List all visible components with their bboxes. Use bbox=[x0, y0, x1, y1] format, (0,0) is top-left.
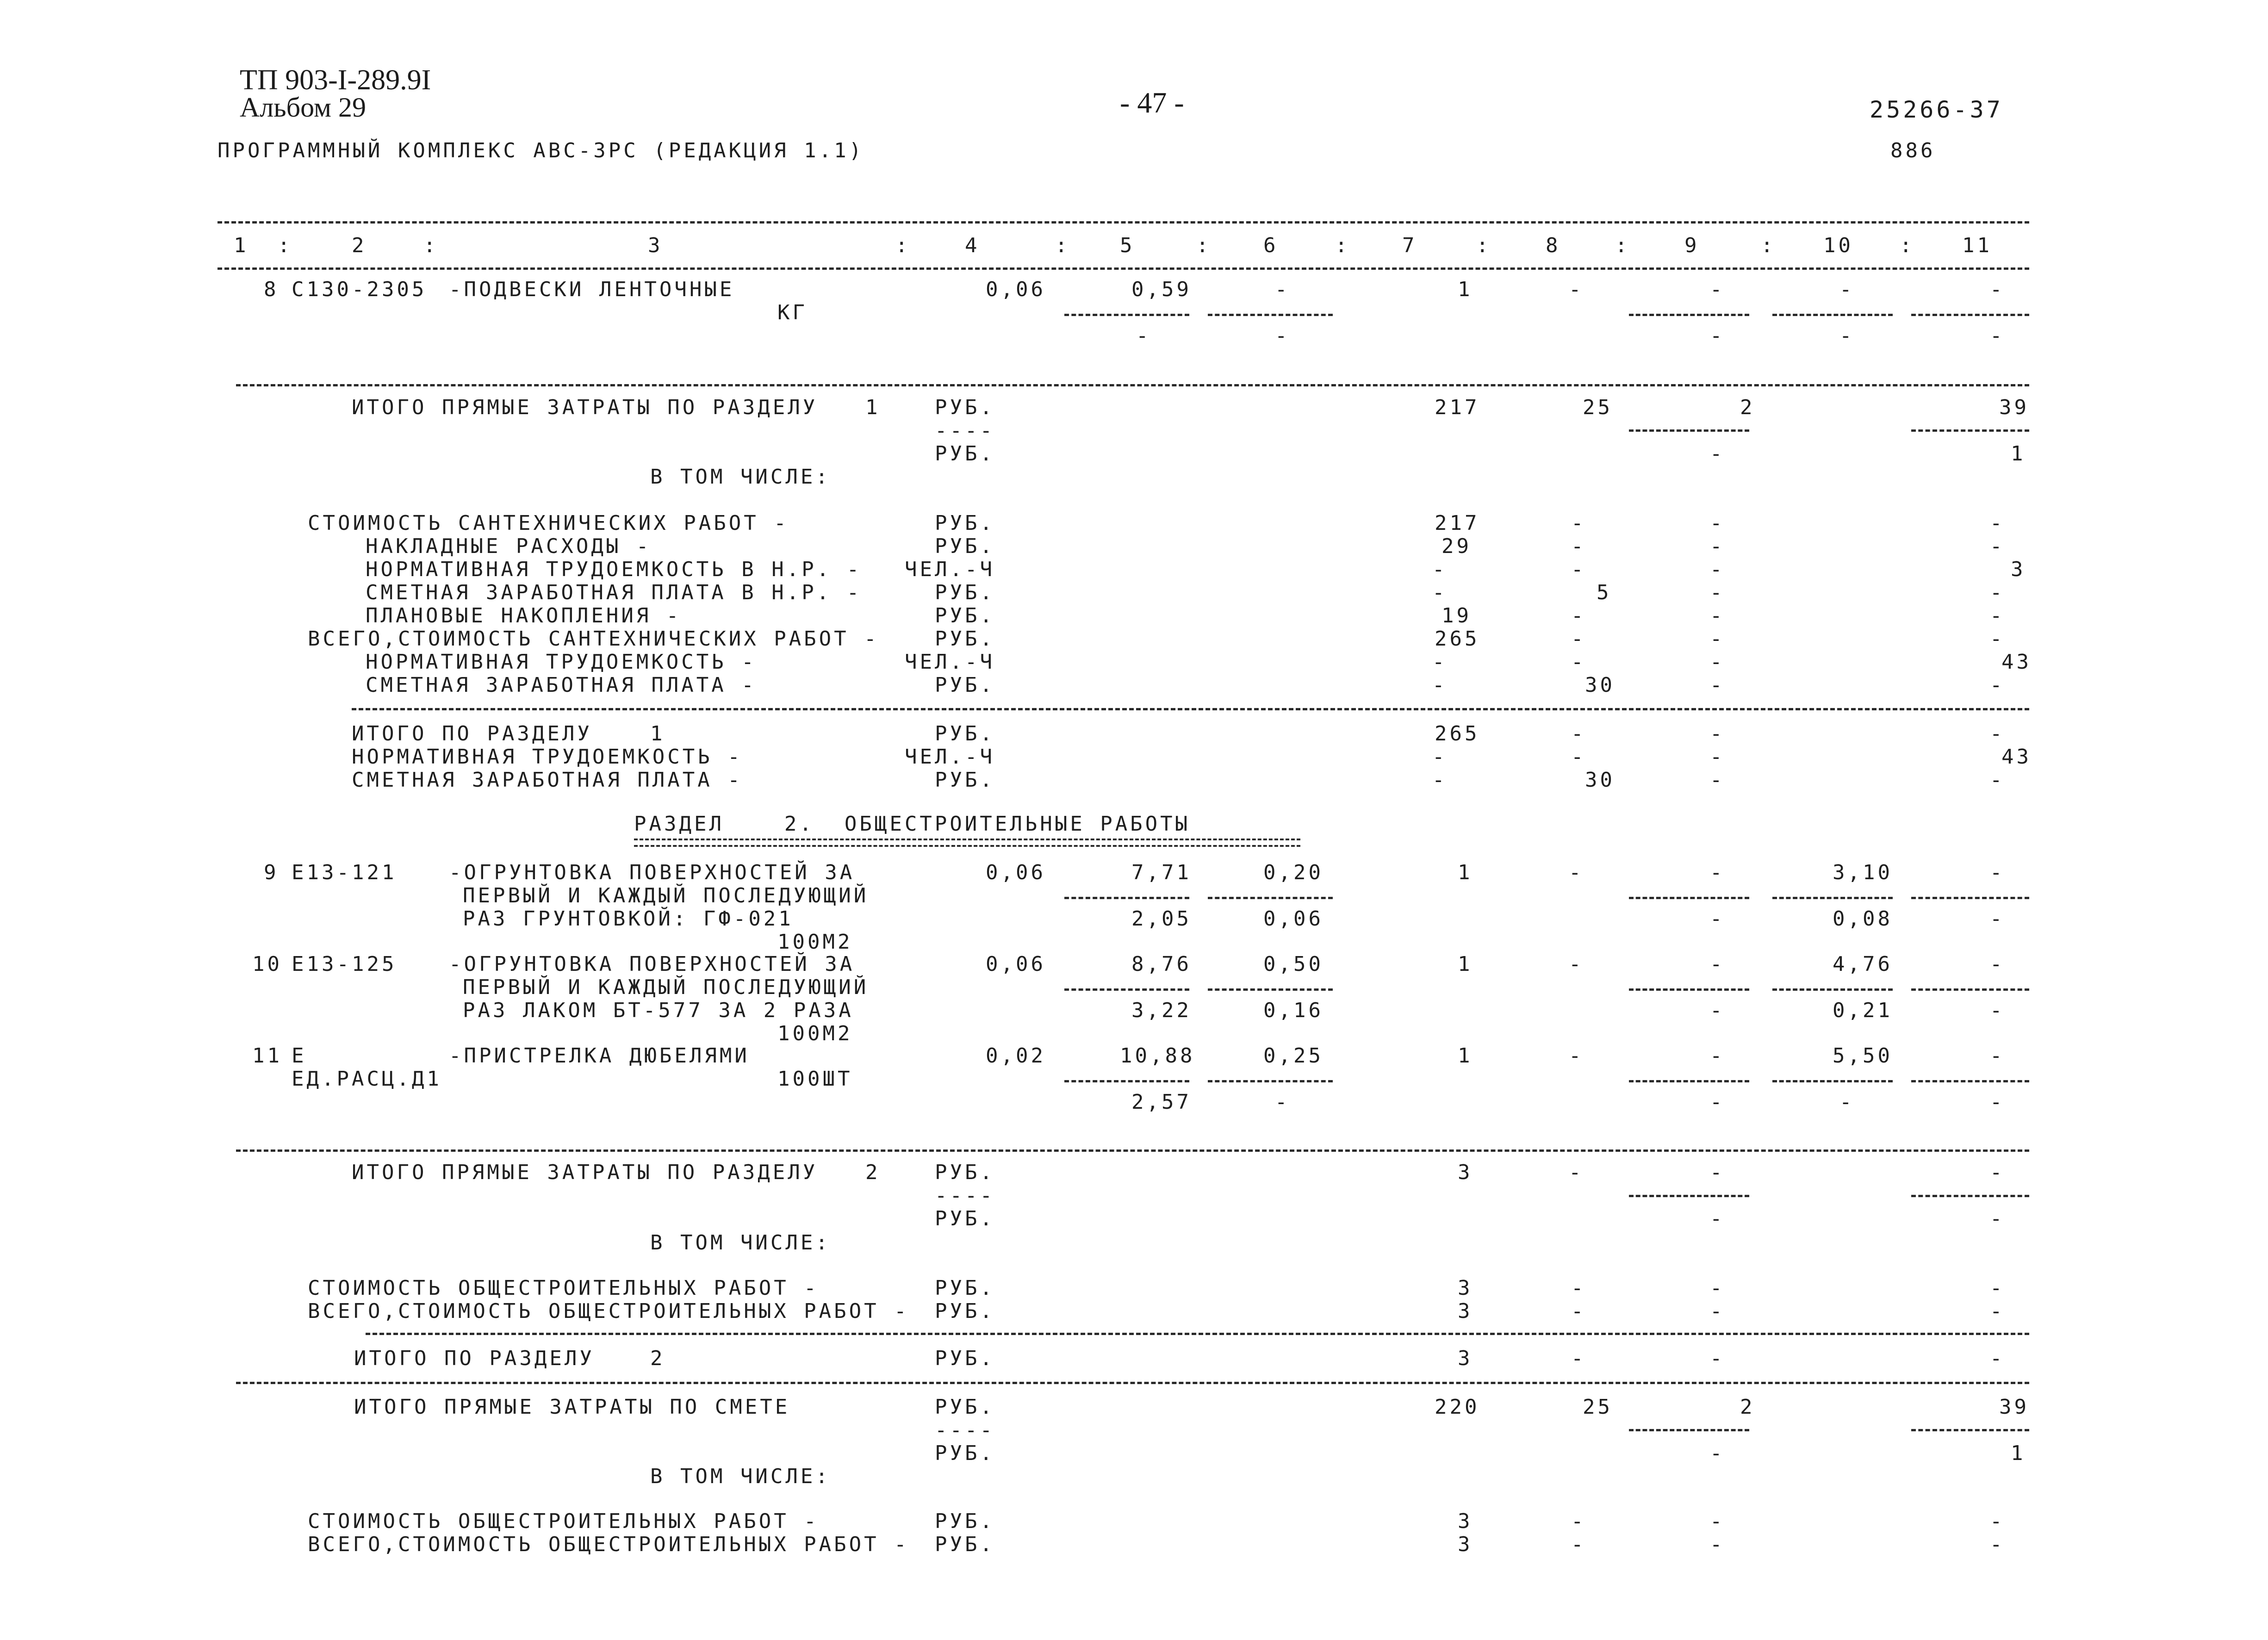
total-c7: 3 bbox=[1458, 1161, 1473, 1184]
row-unit: 100М2 bbox=[777, 1022, 853, 1045]
breakdown-c9: - bbox=[1710, 650, 1725, 674]
breakdown-unit: РУБ. bbox=[935, 511, 995, 535]
total-sub-c11: 1 bbox=[2011, 442, 2026, 466]
unit: РУБ. bbox=[935, 396, 995, 419]
cell-c8: - bbox=[1569, 861, 1584, 884]
breakdown-unit: РУБ. bbox=[935, 1533, 995, 1556]
estimate-direct-title: ИТОГО ПРЯМЫЕ ЗАТРАТЫ ПО СМЕТЕ bbox=[354, 1395, 790, 1419]
row-name: ПЕРВЫЙ И КАЖДЫЙ ПОСЛЕДУЮЩИЙ bbox=[463, 884, 869, 907]
breakdown-c7: - bbox=[1432, 650, 1448, 674]
breakdown-c8: - bbox=[1571, 627, 1586, 651]
col-sep: : bbox=[1761, 234, 1776, 257]
row-name: -ОГРУНТОВКА ПОВЕРХНОСТЕЙ ЗА bbox=[449, 861, 855, 884]
cell-s10: - bbox=[1839, 1090, 1855, 1114]
breakdown-c9: - bbox=[1710, 1510, 1725, 1533]
section-total-c7: - bbox=[1432, 745, 1448, 769]
unit-dash: ---- bbox=[935, 419, 995, 442]
program-title: ПРОГРАММНЫЙ КОМПЛЕКС АВС-3РС (РЕДАКЦИЯ 1.1) bbox=[217, 139, 864, 162]
col-sep: : bbox=[423, 234, 439, 257]
row-name: РАЗ ЛАКОМ БТ-577 ЗА 2 РАЗА bbox=[463, 999, 854, 1022]
section-number: 2 bbox=[650, 1347, 665, 1370]
including-label: В ТОМ ЧИСЛЕ: bbox=[650, 465, 831, 489]
total-sub-c9: - bbox=[1710, 1207, 1725, 1230]
cell-c11: - bbox=[1990, 1044, 2005, 1068]
breakdown-label: НОРМАТИВНАЯ ТРУДОЕМКОСТЬ В Н.Р. - bbox=[366, 558, 862, 581]
breakdown-c9: - bbox=[1710, 558, 1725, 581]
breakdown-c9: - bbox=[1710, 1533, 1725, 1556]
rule bbox=[1911, 897, 2029, 899]
col-head-3: 3 bbox=[648, 234, 663, 257]
col-head-1: 1 bbox=[234, 234, 249, 257]
page-number: - 47 - bbox=[1120, 86, 1184, 119]
estimate-sub-c9: - bbox=[1710, 1441, 1725, 1465]
breakdown-c7: 265 bbox=[1435, 627, 1480, 651]
total-sub-c11: - bbox=[1990, 1207, 2005, 1230]
row-number: 9 bbox=[264, 861, 279, 884]
breakdown-label: СМЕТНАЯ ЗАРАБОТНАЯ ПЛАТА В Н.Р. - bbox=[366, 581, 862, 604]
total-c9: - bbox=[1710, 1161, 1725, 1184]
col-sep: : bbox=[1196, 234, 1212, 257]
col-head-9: 9 bbox=[1684, 234, 1700, 257]
breakdown-c8: - bbox=[1571, 1276, 1586, 1300]
section-heading: РАЗДЕЛ 2. ОБЩЕСТРОИТЕЛЬНЫЕ РАБОТЫ bbox=[634, 812, 1191, 836]
heading-underline bbox=[634, 839, 1300, 847]
breakdown-label: НАКЛАДНЫЕ РАСХОДЫ - bbox=[366, 534, 652, 558]
breakdown-c9: - bbox=[1710, 581, 1725, 604]
section-total-c9: - bbox=[1710, 722, 1725, 745]
rule bbox=[236, 1149, 2029, 1152]
section-total-c11: - bbox=[1990, 1347, 2005, 1370]
col-head-8: 8 bbox=[1546, 234, 1561, 257]
breakdown-label: ВСЕГО,СТОИМОСТЬ САНТЕХНИЧЕСКИХ РАБОТ - bbox=[308, 627, 879, 651]
rule bbox=[1208, 988, 1333, 991]
rule bbox=[1911, 1429, 2029, 1431]
cell-s11: - bbox=[1990, 907, 2005, 931]
row-number: 10 bbox=[252, 952, 282, 976]
rule bbox=[1911, 1080, 2029, 1082]
rule bbox=[1208, 1080, 1333, 1082]
breakdown-c11: - bbox=[1990, 604, 2005, 627]
breakdown-c11: 3 bbox=[2011, 558, 2026, 581]
rule bbox=[352, 708, 2029, 710]
breakdown-c8: - bbox=[1571, 650, 1586, 674]
section-number: 1 bbox=[865, 396, 881, 419]
rule bbox=[1772, 988, 1893, 991]
cell-c9: - bbox=[1710, 278, 1725, 301]
total-c7: 217 bbox=[1435, 396, 1480, 419]
section-total-c8: - bbox=[1571, 745, 1586, 769]
breakdown-unit: РУБ. bbox=[935, 534, 995, 558]
section-total-unit: РУБ. bbox=[935, 722, 995, 745]
rule bbox=[1629, 429, 1749, 432]
cell-c7: 1 bbox=[1458, 861, 1473, 884]
col-head-10: 10 bbox=[1823, 234, 1853, 257]
cell-c5: 0,59 bbox=[1131, 278, 1192, 301]
breakdown-c7: 3 bbox=[1458, 1299, 1473, 1323]
col-head-5: 5 bbox=[1120, 234, 1135, 257]
col-head-7: 7 bbox=[1402, 234, 1417, 257]
estimate-c8: 25 bbox=[1583, 1395, 1613, 1419]
rule bbox=[1629, 897, 1749, 899]
estimate-c7: 220 bbox=[1435, 1395, 1480, 1419]
section-total-c8: - bbox=[1571, 722, 1586, 745]
breakdown-c9: - bbox=[1710, 673, 1725, 697]
breakdown-label: ВСЕГО,СТОИМОСТЬ ОБЩЕСТРОИТЕЛЬНЫХ РАБОТ - bbox=[308, 1299, 909, 1323]
rule bbox=[1772, 1080, 1893, 1082]
section-total-label: СМЕТНАЯ ЗАРАБОТНАЯ ПЛАТА - bbox=[352, 768, 743, 792]
breakdown-c8: - bbox=[1571, 604, 1586, 627]
rule bbox=[1772, 897, 1893, 899]
section-total-c7: 3 bbox=[1458, 1347, 1473, 1370]
cell-c5: 10,88 bbox=[1120, 1044, 1195, 1068]
cell-s9: - bbox=[1710, 999, 1725, 1022]
rule bbox=[1064, 897, 1189, 899]
breakdown-c8: - bbox=[1571, 558, 1586, 581]
rule bbox=[1629, 988, 1749, 991]
row-code: Е bbox=[292, 1044, 307, 1068]
rule bbox=[1772, 314, 1893, 316]
cell-s6: 0,06 bbox=[1263, 907, 1324, 931]
rule bbox=[217, 221, 2029, 224]
unit: РУБ. bbox=[935, 1207, 995, 1230]
cell-c11: - bbox=[1990, 861, 2005, 884]
breakdown-c11: - bbox=[1990, 534, 2005, 558]
section-total-label: НОРМАТИВНАЯ ТРУДОЕМКОСТЬ - bbox=[352, 745, 743, 769]
breakdown-unit: РУБ. bbox=[935, 604, 995, 627]
row-code: С130-2305 bbox=[292, 278, 427, 301]
rule bbox=[1629, 314, 1749, 316]
cell-s9: - bbox=[1710, 907, 1725, 931]
unit-dash: ---- bbox=[935, 1184, 995, 1207]
col-head-4: 4 bbox=[965, 234, 980, 257]
col-sep: : bbox=[1615, 234, 1630, 257]
section-total-c8: - bbox=[1571, 1347, 1586, 1370]
breakdown-c11: - bbox=[1990, 581, 2005, 604]
row-name: -ПОДВЕСКИ ЛЕНТОЧНЫЕ bbox=[449, 278, 735, 301]
cell-c4: 0,06 bbox=[986, 952, 1046, 976]
cell-s11: - bbox=[1990, 1090, 2005, 1114]
breakdown-c11: - bbox=[1990, 511, 2005, 535]
breakdown-c7: - bbox=[1432, 581, 1448, 604]
rule bbox=[1911, 314, 2029, 316]
section-number: 1 bbox=[650, 722, 665, 745]
total-c11: 39 bbox=[1999, 396, 2029, 419]
cell-c7: 1 bbox=[1458, 952, 1473, 976]
section-number: 2 bbox=[865, 1161, 881, 1184]
breakdown-c11: - bbox=[1990, 1276, 2005, 1300]
section-total-c9: - bbox=[1710, 768, 1725, 792]
cell-c4: 0,06 bbox=[986, 278, 1046, 301]
cell-c10: 5,50 bbox=[1833, 1044, 1893, 1068]
row-name: ПЕРВЫЙ И КАЖДЫЙ ПОСЛЕДУЮЩИЙ bbox=[463, 975, 869, 999]
row-name: -ПРИСТРЕЛКА ДЮБЕЛЯМИ bbox=[449, 1044, 750, 1068]
cell-s5: 2,57 bbox=[1131, 1090, 1192, 1114]
rule bbox=[1064, 314, 1189, 316]
breakdown-c9: - bbox=[1710, 604, 1725, 627]
section-total-c11: - bbox=[1990, 722, 2005, 745]
breakdown-c11: 43 bbox=[2001, 650, 2032, 674]
cell-c11: - bbox=[1990, 278, 2005, 301]
breakdown-c11: - bbox=[1990, 673, 2005, 697]
breakdown-unit: ЧЕЛ.-Ч bbox=[905, 650, 995, 674]
cell-s11: - bbox=[1990, 999, 2005, 1022]
breakdown-c9: - bbox=[1710, 1276, 1725, 1300]
breakdown-unit: РУБ. bbox=[935, 1299, 995, 1323]
breakdown-c9: - bbox=[1710, 627, 1725, 651]
cell-s10: - bbox=[1839, 324, 1855, 348]
cell-c11: - bbox=[1990, 952, 2005, 976]
estimate-sub-c11: 1 bbox=[2011, 1441, 2026, 1465]
row-name: РАЗ ГРУНТОВКОЙ: ГФ-021 bbox=[463, 907, 794, 931]
total-c8: 25 bbox=[1583, 396, 1613, 419]
row-unit: КГ bbox=[777, 301, 808, 324]
breakdown-c9: - bbox=[1710, 534, 1725, 558]
breakdown-c7: - bbox=[1432, 673, 1448, 697]
breakdown-c11: - bbox=[1990, 627, 2005, 651]
row-unit: 100ШТ bbox=[777, 1067, 853, 1091]
breakdown-c7: 3 bbox=[1458, 1276, 1473, 1300]
cell-c6: 0,20 bbox=[1263, 861, 1324, 884]
section-total-c7: - bbox=[1432, 768, 1448, 792]
total-c8: - bbox=[1569, 1161, 1584, 1184]
cell-s6: 0,16 bbox=[1263, 999, 1324, 1022]
breakdown-c8: - bbox=[1571, 1533, 1586, 1556]
breakdown-label: СТОИМОСТЬ САНТЕХНИЧЕСКИХ РАБОТ - bbox=[308, 511, 789, 535]
unit: РУБ. bbox=[935, 1161, 995, 1184]
unit: РУБ. bbox=[935, 1441, 995, 1465]
rule bbox=[1064, 1080, 1189, 1082]
breakdown-c11: - bbox=[1990, 1299, 2005, 1323]
total-sub-c9: - bbox=[1710, 442, 1725, 466]
row-code: Е13-125 bbox=[292, 952, 397, 976]
cell-s9: - bbox=[1710, 324, 1725, 348]
cell-c6: 0,50 bbox=[1263, 952, 1324, 976]
row-name: -ОГРУНТОВКА ПОВЕРХНОСТЕЙ ЗА bbox=[449, 952, 855, 976]
cell-c10: 3,10 bbox=[1833, 861, 1893, 884]
row-code-2: ЕД.РАСЦ.Д1 bbox=[292, 1067, 442, 1091]
col-head-11: 11 bbox=[1962, 234, 1992, 257]
estimate-c9: 2 bbox=[1740, 1395, 1755, 1419]
breakdown-label: ВСЕГО,СТОИМОСТЬ ОБЩЕСТРОИТЕЛЬНЫХ РАБОТ - bbox=[308, 1533, 909, 1556]
row-unit: 100М2 bbox=[777, 930, 853, 954]
breakdown-c7: 29 bbox=[1442, 534, 1472, 558]
cell-s6: - bbox=[1275, 324, 1290, 348]
row-number: 11 bbox=[252, 1044, 282, 1068]
cell-s5: - bbox=[1136, 324, 1151, 348]
cell-c10: - bbox=[1839, 278, 1855, 301]
breakdown-c8: - bbox=[1571, 534, 1586, 558]
col-head-2: 2 bbox=[352, 234, 367, 257]
cell-c8: - bbox=[1569, 1044, 1584, 1068]
cell-c7: 1 bbox=[1458, 1044, 1473, 1068]
unit-dash: ---- bbox=[935, 1418, 995, 1442]
cell-c4: 0,06 bbox=[986, 861, 1046, 884]
sheet-number: 886 bbox=[1890, 139, 1936, 162]
breakdown-label: СМЕТНАЯ ЗАРАБОТНАЯ ПЛАТА - bbox=[366, 673, 757, 697]
total-c9: 2 bbox=[1740, 396, 1755, 419]
breakdown-label: ПЛАНОВЫЕ НАКОПЛЕНИЯ - bbox=[366, 604, 682, 627]
breakdown-unit: РУБ. bbox=[935, 1276, 995, 1300]
section-total-label: ИТОГО ПО РАЗДЕЛУ bbox=[354, 1347, 595, 1370]
breakdown-label: СТОИМОСТЬ ОБЩЕСТРОИТЕЛЬНЫХ РАБОТ - bbox=[308, 1510, 819, 1533]
breakdown-c8: 30 bbox=[1585, 673, 1615, 697]
cell-c10: 4,76 bbox=[1833, 952, 1893, 976]
col-sep: : bbox=[895, 234, 911, 257]
rule bbox=[236, 384, 2029, 386]
section-direct-title: ИТОГО ПРЯМЫЕ ЗАТРАТЫ ПО РАЗДЕЛУ bbox=[352, 396, 818, 419]
cell-c9: - bbox=[1710, 861, 1725, 884]
rule bbox=[236, 1382, 2029, 1384]
cell-c8: - bbox=[1569, 278, 1584, 301]
rule bbox=[1208, 314, 1333, 316]
cell-c4: 0,02 bbox=[986, 1044, 1046, 1068]
col-sep: : bbox=[1900, 234, 1915, 257]
cell-s9: - bbox=[1710, 1090, 1725, 1114]
col-sep: : bbox=[1476, 234, 1491, 257]
breakdown-c9: - bbox=[1710, 1299, 1725, 1323]
unit: РУБ. bbox=[935, 1395, 995, 1419]
breakdown-c8: - bbox=[1571, 1510, 1586, 1533]
rule bbox=[1629, 1429, 1749, 1431]
col-sep: : bbox=[1055, 234, 1070, 257]
rule bbox=[366, 1333, 2029, 1335]
row-code: Е13-121 bbox=[292, 861, 397, 884]
col-sep: : bbox=[278, 234, 293, 257]
breakdown-unit: РУБ. bbox=[935, 673, 995, 697]
row-number: 8 bbox=[264, 278, 279, 301]
including-label: В ТОМ ЧИСЛЕ: bbox=[650, 1465, 831, 1488]
breakdown-c7: 3 bbox=[1458, 1533, 1473, 1556]
cell-s5: 2,05 bbox=[1131, 907, 1192, 931]
cell-c6: - bbox=[1275, 278, 1290, 301]
rule bbox=[1911, 1195, 2029, 1197]
breakdown-c11: - bbox=[1990, 1533, 2005, 1556]
section-total-c7: 265 bbox=[1435, 722, 1480, 745]
section-total-unit: РУБ. bbox=[935, 768, 995, 792]
section-total-c11: - bbox=[1990, 768, 2005, 792]
breakdown-unit: РУБ. bbox=[935, 581, 995, 604]
unit: РУБ. bbox=[935, 442, 995, 466]
breakdown-unit: РУБ. bbox=[935, 1510, 995, 1533]
breakdown-unit: ЧЕЛ.-Ч bbox=[905, 558, 995, 581]
cell-s6: - bbox=[1275, 1090, 1290, 1114]
rule bbox=[1208, 897, 1333, 899]
cell-c5: 8,76 bbox=[1131, 952, 1192, 976]
document-code: ТП 903-I-289.9I bbox=[240, 64, 431, 96]
section-total-c9: - bbox=[1710, 745, 1725, 769]
rule bbox=[1911, 429, 2029, 432]
cell-c9: - bbox=[1710, 952, 1725, 976]
album-label: Альбом 29 bbox=[240, 92, 366, 123]
breakdown-c8: - bbox=[1571, 511, 1586, 535]
breakdown-unit: РУБ. bbox=[935, 627, 995, 651]
estimate-c11: 39 bbox=[1999, 1395, 2029, 1419]
cell-c7: 1 bbox=[1458, 278, 1473, 301]
rule bbox=[1064, 988, 1189, 991]
breakdown-label: НОРМАТИВНАЯ ТРУДОЕМКОСТЬ - bbox=[366, 650, 757, 674]
cell-c5: 7,71 bbox=[1131, 861, 1192, 884]
section-total-c8: 30 bbox=[1585, 768, 1615, 792]
cell-s5: 3,22 bbox=[1131, 999, 1192, 1022]
breakdown-c8: 5 bbox=[1597, 581, 1612, 604]
cell-s11: - bbox=[1990, 324, 2005, 348]
breakdown-label: СТОИМОСТЬ ОБЩЕСТРОИТЕЛЬНЫХ РАБОТ - bbox=[308, 1276, 819, 1300]
section-total-unit: РУБ. bbox=[935, 1347, 995, 1370]
total-c11: - bbox=[1990, 1161, 2005, 1184]
breakdown-c8: - bbox=[1571, 1299, 1586, 1323]
section-direct-title: ИТОГО ПРЯМЫЕ ЗАТРАТЫ ПО РАЗДЕЛУ bbox=[352, 1161, 818, 1184]
rule bbox=[1629, 1080, 1749, 1082]
cell-c9: - bbox=[1710, 1044, 1725, 1068]
breakdown-c9: - bbox=[1710, 511, 1725, 535]
col-sep: : bbox=[1335, 234, 1350, 257]
breakdown-c7: 3 bbox=[1458, 1510, 1473, 1533]
rule bbox=[1911, 988, 2029, 991]
col-head-6: 6 bbox=[1263, 234, 1279, 257]
rule bbox=[1629, 1195, 1749, 1197]
breakdown-c7: 217 bbox=[1435, 511, 1480, 535]
breakdown-c7: - bbox=[1432, 558, 1448, 581]
doc-number: 25266-37 bbox=[1870, 96, 2003, 123]
cell-s10: 0,08 bbox=[1833, 907, 1893, 931]
section-total-c11: 43 bbox=[2001, 745, 2032, 769]
breakdown-c7: 19 bbox=[1442, 604, 1472, 627]
section-total-c9: - bbox=[1710, 1347, 1725, 1370]
rule bbox=[217, 267, 2029, 270]
cell-c8: - bbox=[1569, 952, 1584, 976]
breakdown-c11: - bbox=[1990, 1510, 2005, 1533]
including-label: В ТОМ ЧИСЛЕ: bbox=[650, 1231, 831, 1255]
cell-s10: 0,21 bbox=[1833, 999, 1893, 1022]
cell-c6: 0,25 bbox=[1263, 1044, 1324, 1068]
section-total-label: ИТОГО ПО РАЗДЕЛУ bbox=[352, 722, 592, 745]
section-total-unit: ЧЕЛ.-Ч bbox=[905, 745, 995, 769]
